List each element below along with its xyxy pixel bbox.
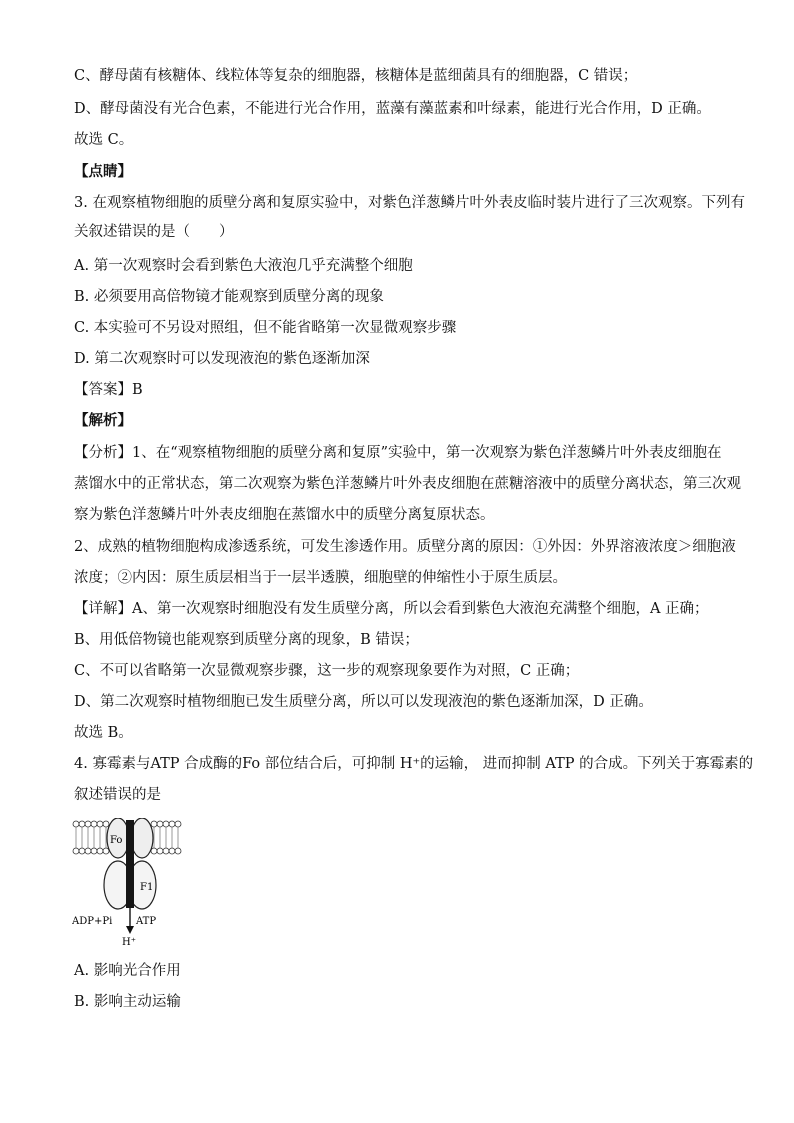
- q3-detail-a: 【详解】A、第一次观察时细胞没有发生质壁分离，所以会看到紫色大液泡充满整个细胞，A 正确；: [74, 601, 709, 617]
- q3-stem-line1: 3. 在观察植物细胞的质壁分离和复原实验中，对紫色洋葱鳞片叶外表皮临时装片进行了三次观察。下列有: [74, 195, 745, 211]
- q4-stem-line1: 4. 寡霉素与ATP 合成酶的Fo 部位结合后，可抑制 H⁺的运输， 进而抑制 ATP 的合成。下列关于寡霉素的: [74, 756, 754, 772]
- label-adp-pi: ADP+Pi: [72, 916, 113, 927]
- q3-choose: 故选 B。: [74, 725, 133, 741]
- q3-detail-b: B、用低倍物镜也能观察到质壁分离的现象，B 错误；: [74, 632, 419, 648]
- q3-option-a: A. 第一次观察时会看到紫色大液泡几乎充满整个细胞: [74, 258, 413, 274]
- q3-option-d: D. 第二次观察时可以发现液泡的紫色逐渐加深: [74, 351, 370, 367]
- atp-synthase-figure: [72, 818, 182, 950]
- fo-right-subunit: [131, 818, 153, 858]
- q3-stem-line2: 关叙述错误的是（ ）: [74, 224, 234, 240]
- q3-option-b: B. 必须要用高倍物镜才能观察到质壁分离的现象: [74, 289, 384, 305]
- q3-detail-c: C、不可以省略第一次显微观察步骤，这一步的观察现象要作为对照，C 正确；: [74, 663, 580, 679]
- label-fo: Fo: [110, 835, 123, 846]
- proton-arrow-head: [126, 926, 134, 934]
- q4-option-a: A. 影响光合作用: [74, 963, 181, 979]
- q3-analysis-line5: 浓度；②内因：原生质层相当于一层半透膜，细胞壁的伸缩性小于原生质层。: [74, 570, 567, 586]
- q4-stem-line2: 叙述错误的是: [74, 787, 161, 803]
- q2-choose: 故选 C。: [74, 132, 134, 148]
- label-h-plus: H⁺: [122, 937, 136, 948]
- q3-analysis-line4: 2、成熟的植物细胞构成渗透系统，可发生渗透作用。质壁分离的原因：①外因：外界溶液浓度＞细胞液: [74, 539, 736, 555]
- q2-option-c: C、酵母菌有核糖体、线粒体等复杂的细胞器，核糖体是蓝细菌具有的细胞器，C 错误；: [74, 68, 638, 84]
- q2-option-d: D、酵母菌没有光合色素，不能进行光合作用，蓝藻有藻蓝素和叶绿素，能进行光合作用，D 正确。: [74, 101, 711, 117]
- q3-option-c: C. 本实验可不另设对照组，但不能省略第一次显微观察步骤: [74, 320, 457, 336]
- q3-analysis-line3: 察为紫色洋葱鳞片叶外表皮细胞在蒸馏水中的质壁分离复原状态。: [74, 507, 495, 523]
- label-atp: ATP: [136, 916, 157, 927]
- proton-channel: [126, 820, 134, 908]
- q3-answer: 【答案】B: [74, 382, 143, 398]
- q4-option-b: B. 影响主动运输: [74, 994, 181, 1010]
- q3-analysis-line1: 【分析】1、在“观察植物细胞的质壁分离和复原”实验中，第一次观察为紫色洋葱鳞片叶外表皮细胞在: [74, 445, 722, 461]
- q2-dianjing-heading: 【点睛】: [74, 163, 132, 180]
- label-f1: F1: [140, 882, 154, 893]
- q3-analysis-line2: 蒸馏水中的正常状态，第二次观察为紫色洋葱鳞片叶外表皮细胞在蔗糖溶液中的质壁分离状态，第三次观: [74, 476, 741, 492]
- q3-jiexi-heading: 【解析】: [74, 412, 132, 429]
- q3-detail-d: D、第二次观察时植物细胞已发生质壁分离，所以可以发现液泡的紫色逐渐加深，D 正确。: [74, 694, 653, 710]
